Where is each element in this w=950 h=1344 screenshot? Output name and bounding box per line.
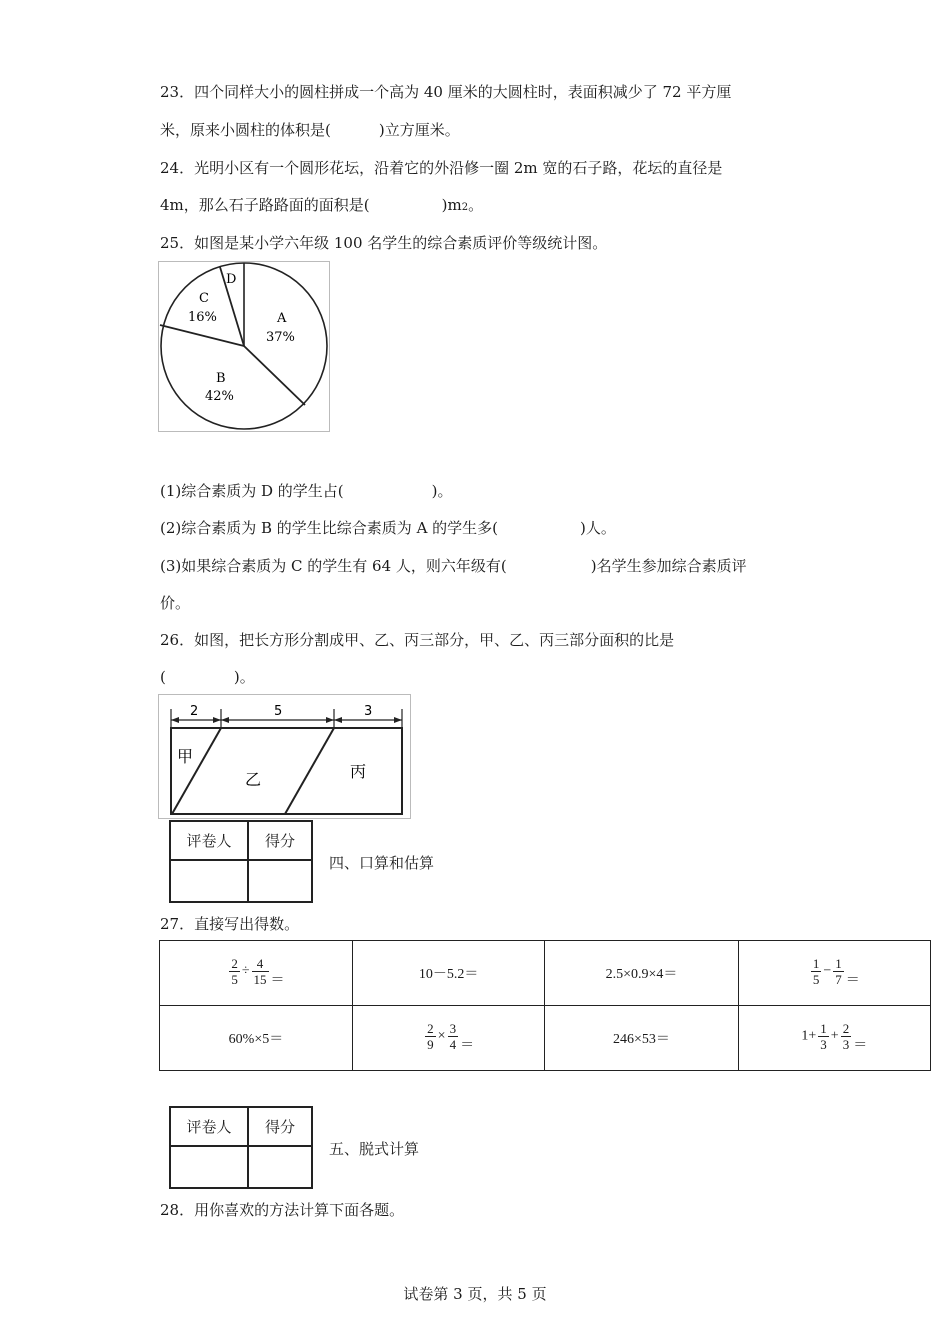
part-label-bing: 丙 <box>350 762 367 781</box>
score-table-2-grader-cell[interactable] <box>170 1146 248 1188</box>
fraction <box>425 1021 436 1052</box>
fraction <box>229 956 240 987</box>
q25-sub1-text-a: (1)综合素质为 D 的学生占( <box>160 482 344 500</box>
calc-cell-r1c1 <box>160 941 353 1006</box>
pie-chart-svg <box>159 262 329 431</box>
mental-math-table <box>159 940 931 1071</box>
score-table-1-grader-header: 评卷人 <box>170 821 248 860</box>
dim-label-3: 3 <box>364 704 373 719</box>
numerator: 1 <box>812 956 820 972</box>
equals-sign: ＝ <box>845 973 860 989</box>
slice-c-label: C <box>199 291 209 306</box>
numerator: 1 <box>835 956 842 972</box>
dim-label-2: 5 <box>274 704 283 719</box>
numerator: 3 <box>449 1021 457 1037</box>
q25-sub3-text-b: )名学生参加综合素质评 <box>590 557 747 575</box>
score-table-1-grader-cell[interactable] <box>170 860 248 902</box>
operator: − <box>823 963 832 979</box>
calc-cell-r2c1: 60%×5＝ <box>160 1006 353 1071</box>
dim-label-1: 2 <box>190 704 199 719</box>
section-4-title: 四、口算和估算 <box>329 854 435 872</box>
section-5-title: 五、脱式计算 <box>329 1140 420 1158</box>
numerator: 2 <box>427 1021 434 1037</box>
operator: ÷ <box>241 963 250 979</box>
q25-sub2 <box>160 517 616 538</box>
fraction <box>811 956 822 987</box>
q24-text-a: 4m，那么石子路路面的面积是( <box>160 196 370 214</box>
equals-sign: ＝ <box>853 1038 868 1054</box>
denominator: 3 <box>842 1037 850 1053</box>
numerator: 2 <box>842 1021 850 1037</box>
denominator: 15 <box>253 972 267 988</box>
q25-sub2-text-b: )人。 <box>580 519 616 537</box>
numerator: 1 <box>820 1021 827 1037</box>
equals-sign: ＝ <box>270 973 285 989</box>
q24-text-c: 。 <box>468 196 484 214</box>
rectangle-diagram <box>158 694 411 819</box>
fraction <box>448 1021 459 1052</box>
prefix: 1+ <box>801 1028 817 1044</box>
score-table-1 <box>169 820 313 903</box>
fraction <box>252 956 269 987</box>
part-label-yi: 乙 <box>245 770 262 789</box>
q25-intro: 25．如图是某小学六年级 100 名学生的综合素质评价等级统计图。 <box>160 234 608 252</box>
q24-text-b: )m <box>441 196 462 214</box>
operator: × <box>437 1028 446 1044</box>
calc-cell-r1c2: 10－5.2＝ <box>352 941 544 1006</box>
q25-sub2-text-a: (2)综合素质为 B 的学生比综合素质为 A 的学生多( <box>160 519 499 537</box>
q23-text-b: )立方厘米。 <box>378 121 460 139</box>
slice-b-label: B <box>216 371 226 386</box>
fraction <box>833 956 844 987</box>
calc-cell-r2c3: 246×53＝ <box>545 1006 738 1071</box>
q27-title: 27．直接写出得数。 <box>160 915 300 933</box>
score-table-2 <box>169 1106 313 1189</box>
score-table-1-score-header: 得分 <box>248 821 312 860</box>
q23-line2 <box>160 119 460 140</box>
part-label-jia: 甲 <box>177 747 194 766</box>
slice-c-value: 16% <box>188 310 217 325</box>
slice-a-value: 37% <box>266 330 295 345</box>
q23-text-a: 米，原来小圆柱的体积是( <box>160 121 331 139</box>
equals-sign: ＝ <box>460 1038 475 1054</box>
q28-title: 28．用你喜欢的方法计算下面各题。 <box>160 1201 405 1219</box>
pie-chart <box>158 261 330 432</box>
calc-cell-r1c4 <box>738 941 930 1006</box>
calc-cell-r2c4 <box>738 1006 930 1071</box>
score-table-2-grader-header: 评卷人 <box>170 1107 248 1146</box>
fraction <box>841 1021 852 1052</box>
q24-line1: 24．光明小区有一个圆形花坛，沿着它的外沿修一圈 2m 宽的石子路，花坛的直径是 <box>160 159 723 177</box>
q26-line2 <box>160 666 255 687</box>
score-table-2-score-cell[interactable] <box>248 1146 312 1188</box>
numerator: 2 <box>231 956 238 972</box>
slice-d-label: D <box>226 272 237 287</box>
q25-sub3-cont: 价。 <box>160 594 191 612</box>
calc-cell-r1c3: 2.5×0.9×4＝ <box>545 941 738 1006</box>
rectangle-diagram-svg <box>159 695 410 818</box>
denominator: 9 <box>427 1037 434 1053</box>
numerator: 4 <box>252 956 269 972</box>
calc-cell-r2c2 <box>352 1006 544 1071</box>
q26-line1: 26．如图，把长方形分割成甲、乙、丙三部分，甲、乙、丙三部分面积的比是 <box>160 631 675 649</box>
q23-line1: 23．四个同样大小的圆柱拼成一个高为 40 厘米的大圆柱时，表面积减少了 72 平方厘 <box>160 83 732 101</box>
q24-sup: 2 <box>461 202 469 213</box>
denominator: 4 <box>449 1037 457 1053</box>
q25-sub3-text-a: (3)如果综合素质为 C 的学生有 64 人，则六年级有( <box>160 557 507 575</box>
q25-sub1 <box>160 480 453 501</box>
page-footer: 试卷第 3 页，共 5 页 <box>403 1285 547 1303</box>
operator: + <box>830 1028 839 1044</box>
table-row <box>160 1006 931 1071</box>
q24-line2 <box>160 194 483 215</box>
table-row <box>160 941 931 1006</box>
denominator: 7 <box>835 972 842 988</box>
q26-text-a: ( <box>160 668 166 686</box>
slice-a-label: A <box>277 311 287 326</box>
score-table-2-score-header: 得分 <box>248 1107 312 1146</box>
q25-sub1-text-b: )。 <box>431 482 453 500</box>
denominator: 5 <box>231 972 238 988</box>
q26-text-b: )。 <box>233 668 255 686</box>
fraction <box>818 1021 829 1052</box>
q25-sub3 <box>160 555 747 576</box>
denominator: 3 <box>820 1037 827 1053</box>
denominator: 5 <box>812 972 820 988</box>
score-table-1-score-cell[interactable] <box>248 860 312 902</box>
slice-b-value: 42% <box>205 389 234 404</box>
